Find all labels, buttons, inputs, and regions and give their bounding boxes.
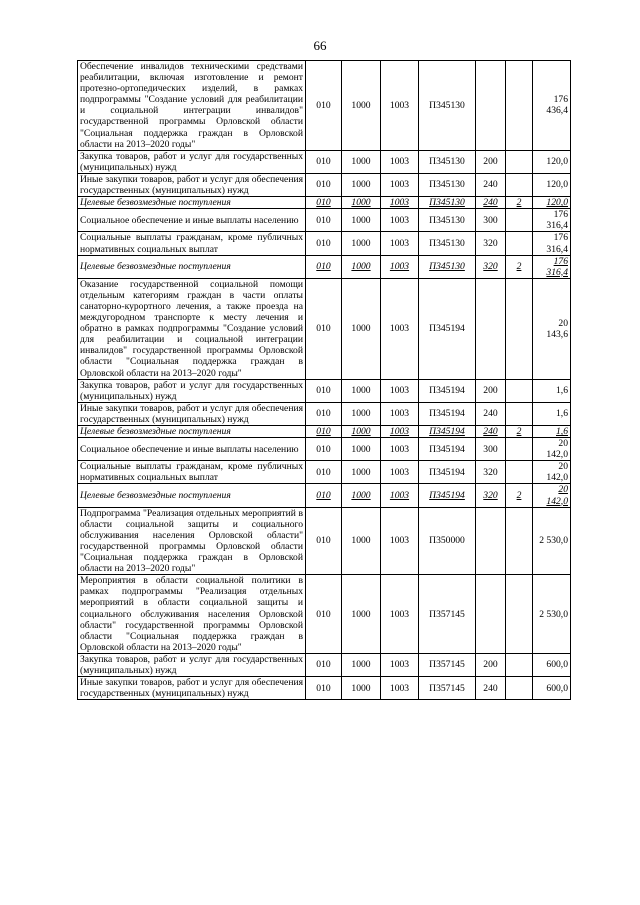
expense-type-cell <box>476 61 506 151</box>
section-code-cell: 1000 <box>342 255 381 278</box>
admin-code-cell: 010 <box>306 150 342 173</box>
source-code-cell <box>506 461 533 484</box>
description-cell: Подпрограмма "Реализация отдельных мероприятий в области социальной защиты и социального обслуживания населения Орловской области" государственной программы Орловской области "Социальная поддержка граждан в Орловской области на 2013–2020 годы" <box>78 507 306 575</box>
admin-code-cell: 010 <box>306 438 342 461</box>
amount-cell: 120,0 <box>533 197 571 209</box>
admin-code-cell: 010 <box>306 677 342 700</box>
subsection-code-cell: 1003 <box>381 677 419 700</box>
section-code-cell: 1000 <box>342 677 381 700</box>
subsection-code-cell: 1003 <box>381 438 419 461</box>
table-row <box>78 209 571 232</box>
description-cell: Целевые безвозмездные поступления <box>78 426 306 438</box>
admin-code-cell: 010 <box>306 232 342 255</box>
target-article-cell: П357145 <box>419 677 476 700</box>
admin-code-cell: 010 <box>306 507 342 575</box>
subsection-code-cell: 1003 <box>381 173 419 196</box>
amount-cell: 20 142,0 <box>533 461 571 484</box>
subsection-code-cell: 1003 <box>381 209 419 232</box>
amount-cell: 120,0 <box>533 173 571 196</box>
source-code-cell <box>506 402 533 425</box>
amount-cell: 20 142,0 <box>533 484 571 507</box>
source-code-cell: 2 <box>506 255 533 278</box>
section-code-cell: 1000 <box>342 507 381 575</box>
expense-type-cell: 320 <box>476 255 506 278</box>
description-cell: Социальное обеспечение и иные выплаты населению <box>78 438 306 461</box>
source-code-cell <box>506 150 533 173</box>
description-cell: Закупка товаров, работ и услуг для государственных (муниципальных) нужд <box>78 150 306 173</box>
amount-cell: 2 530,0 <box>533 507 571 575</box>
source-code-cell <box>506 677 533 700</box>
subsection-code-cell: 1003 <box>381 575 419 654</box>
description-cell: Мероприятия в области социальной политики в рамках подпрограммы "Реализация отдельных мероприятий в области социальной защиты и социального обслуживания населения Орловской области" государственной программы Орловской области "Социальная поддержка граждан в Орловской области на 2013–2020 годы" <box>78 575 306 654</box>
description-cell: Социальные выплаты гражданам, кроме публичных нормативных социальных выплат <box>78 461 306 484</box>
source-code-cell <box>506 507 533 575</box>
section-code-cell: 1000 <box>342 232 381 255</box>
expense-type-cell: 300 <box>476 209 506 232</box>
source-code-cell <box>506 653 533 676</box>
subsection-code-cell: 1003 <box>381 150 419 173</box>
subsection-code-cell: 1003 <box>381 61 419 151</box>
section-code-cell: 1000 <box>342 197 381 209</box>
admin-code-cell: 010 <box>306 197 342 209</box>
amount-cell: 2 530,0 <box>533 575 571 654</box>
admin-code-cell: 010 <box>306 484 342 507</box>
source-code-cell <box>506 575 533 654</box>
subsection-code-cell: 1003 <box>381 232 419 255</box>
admin-code-cell: 010 <box>306 255 342 278</box>
admin-code-cell: 010 <box>306 61 342 151</box>
section-code-cell: 1000 <box>342 653 381 676</box>
target-article-cell: П345130 <box>419 255 476 278</box>
section-code-cell: 1000 <box>342 438 381 461</box>
amount-cell: 600,0 <box>533 653 571 676</box>
expense-type-cell: 240 <box>476 402 506 425</box>
table-row <box>78 677 571 700</box>
subsection-code-cell: 1003 <box>381 197 419 209</box>
expense-type-cell <box>476 507 506 575</box>
section-code-cell: 1000 <box>342 426 381 438</box>
target-article-cell: П357145 <box>419 575 476 654</box>
admin-code-cell: 010 <box>306 461 342 484</box>
description-cell: Иные закупки товаров, работ и услуг для обеспечения государственных (муниципальных) нужд <box>78 173 306 196</box>
table-row <box>78 61 571 151</box>
source-code-cell <box>506 379 533 402</box>
expense-type-cell: 240 <box>476 677 506 700</box>
amount-cell: 176 436,4 <box>533 61 571 151</box>
source-code-cell <box>506 232 533 255</box>
budget-table <box>77 60 571 700</box>
source-code-cell <box>506 173 533 196</box>
section-code-cell: 1000 <box>342 209 381 232</box>
subsection-code-cell: 1003 <box>381 278 419 379</box>
section-code-cell: 1000 <box>342 278 381 379</box>
amount-cell: 176 316,4 <box>533 209 571 232</box>
target-article-cell: П357145 <box>419 653 476 676</box>
description-cell: Социальное обеспечение и иные выплаты населению <box>78 209 306 232</box>
description-cell: Закупка товаров, работ и услуг для государственных (муниципальных) нужд <box>78 653 306 676</box>
expense-type-cell: 240 <box>476 197 506 209</box>
table-row <box>78 232 571 255</box>
source-code-cell <box>506 438 533 461</box>
section-code-cell: 1000 <box>342 484 381 507</box>
expense-type-cell: 200 <box>476 379 506 402</box>
target-article-cell: П345130 <box>419 150 476 173</box>
section-code-cell: 1000 <box>342 150 381 173</box>
amount-cell: 1,6 <box>533 379 571 402</box>
expense-type-cell: 240 <box>476 173 506 196</box>
target-article-cell: П345194 <box>419 484 476 507</box>
source-code-cell: 2 <box>506 197 533 209</box>
admin-code-cell: 010 <box>306 379 342 402</box>
target-article-cell: П345130 <box>419 197 476 209</box>
target-article-cell: П345194 <box>419 278 476 379</box>
section-code-cell: 1000 <box>342 461 381 484</box>
table-row <box>78 402 571 425</box>
admin-code-cell: 010 <box>306 575 342 654</box>
section-code-cell: 1000 <box>342 575 381 654</box>
subsection-code-cell: 1003 <box>381 255 419 278</box>
page-number: 66 <box>313 38 327 53</box>
section-code-cell: 1000 <box>342 402 381 425</box>
table-row <box>78 379 571 402</box>
target-article-cell: П350000 <box>419 507 476 575</box>
description-cell: Иные закупки товаров, работ и услуг для обеспечения государственных (муниципальных) нужд <box>78 677 306 700</box>
amount-cell: 20 143,6 <box>533 278 571 379</box>
admin-code-cell: 010 <box>306 173 342 196</box>
expense-type-cell: 320 <box>476 232 506 255</box>
table-row <box>78 173 571 196</box>
section-code-cell: 1000 <box>342 173 381 196</box>
amount-cell: 1,6 <box>533 426 571 438</box>
description-cell: Оказание государственной социальной помощи отдельным категориям граждан в части оплаты санаторно-курортного лечения, а также проезда на междугородном транспорте к месту лечения и обратно в рамках подпрограммы "Создание условий для реабилитации и социальной интеграции инвалидов" государственной программы Орловской области "Социальная поддержка граждан в Орловской области на 2013–2020 годы" <box>78 278 306 379</box>
target-article-cell: П345194 <box>419 426 476 438</box>
admin-code-cell: 010 <box>306 426 342 438</box>
table-row <box>78 438 571 461</box>
target-article-cell: П345130 <box>419 232 476 255</box>
description-cell: Обеспечение инвалидов техническими средствами реабилитации, включая изготовление и ремонт протезно-ортопедических изделий, в рамках подпрограммы "Создание условий для реабилитации и социальной интеграции инвалидов" государственной программы Орловской области "Социальная поддержка граждан в Орловской области на 2013–2020 годы" <box>78 61 306 151</box>
expense-type-cell: 200 <box>476 653 506 676</box>
expense-type-cell: 320 <box>476 484 506 507</box>
table-row <box>78 461 571 484</box>
amount-cell: 20 142,0 <box>533 438 571 461</box>
table-row <box>78 653 571 676</box>
target-article-cell: П345194 <box>419 461 476 484</box>
expense-type-cell <box>476 575 506 654</box>
subsection-code-cell: 1003 <box>381 402 419 425</box>
description-cell: Иные закупки товаров, работ и услуг для обеспечения государственных (муниципальных) нужд <box>78 402 306 425</box>
expense-type-cell: 240 <box>476 426 506 438</box>
source-code-cell <box>506 278 533 379</box>
description-cell: Целевые безвозмездные поступления <box>78 484 306 507</box>
table-body <box>78 61 571 700</box>
expense-type-cell: 300 <box>476 438 506 461</box>
source-code-cell <box>506 209 533 232</box>
admin-code-cell: 010 <box>306 402 342 425</box>
target-article-cell: П345130 <box>419 209 476 232</box>
admin-code-cell: 010 <box>306 653 342 676</box>
source-code-cell <box>506 61 533 151</box>
subsection-code-cell: 1003 <box>381 507 419 575</box>
table-row <box>78 507 571 575</box>
description-cell: Целевые безвозмездные поступления <box>78 255 306 278</box>
table-row <box>78 150 571 173</box>
section-code-cell: 1000 <box>342 61 381 151</box>
table-row <box>78 278 571 379</box>
expense-type-cell: 320 <box>476 461 506 484</box>
table-row <box>78 575 571 654</box>
amount-cell: 600,0 <box>533 677 571 700</box>
description-cell: Социальные выплаты гражданам, кроме публичных нормативных социальных выплат <box>78 232 306 255</box>
target-article-cell: П345130 <box>419 61 476 151</box>
amount-cell: 120,0 <box>533 150 571 173</box>
target-receipts-row <box>78 197 571 209</box>
source-code-cell: 2 <box>506 484 533 507</box>
expense-type-cell: 200 <box>476 150 506 173</box>
target-article-cell: П345194 <box>419 379 476 402</box>
target-receipts-row <box>78 255 571 278</box>
target-receipts-row <box>78 484 571 507</box>
source-code-cell: 2 <box>506 426 533 438</box>
target-receipts-row <box>78 426 571 438</box>
amount-cell: 176 316,4 <box>533 232 571 255</box>
description-cell: Закупка товаров, работ и услуг для государственных (муниципальных) нужд <box>78 379 306 402</box>
subsection-code-cell: 1003 <box>381 484 419 507</box>
expense-type-cell <box>476 278 506 379</box>
admin-code-cell: 010 <box>306 209 342 232</box>
section-code-cell: 1000 <box>342 379 381 402</box>
admin-code-cell: 010 <box>306 278 342 379</box>
target-article-cell: П345130 <box>419 173 476 196</box>
amount-cell: 1,6 <box>533 402 571 425</box>
amount-cell: 176 316,4 <box>533 255 571 278</box>
subsection-code-cell: 1003 <box>381 461 419 484</box>
subsection-code-cell: 1003 <box>381 653 419 676</box>
description-cell: Целевые безвозмездные поступления <box>78 197 306 209</box>
subsection-code-cell: 1003 <box>381 379 419 402</box>
target-article-cell: П345194 <box>419 402 476 425</box>
subsection-code-cell: 1003 <box>381 426 419 438</box>
target-article-cell: П345194 <box>419 438 476 461</box>
